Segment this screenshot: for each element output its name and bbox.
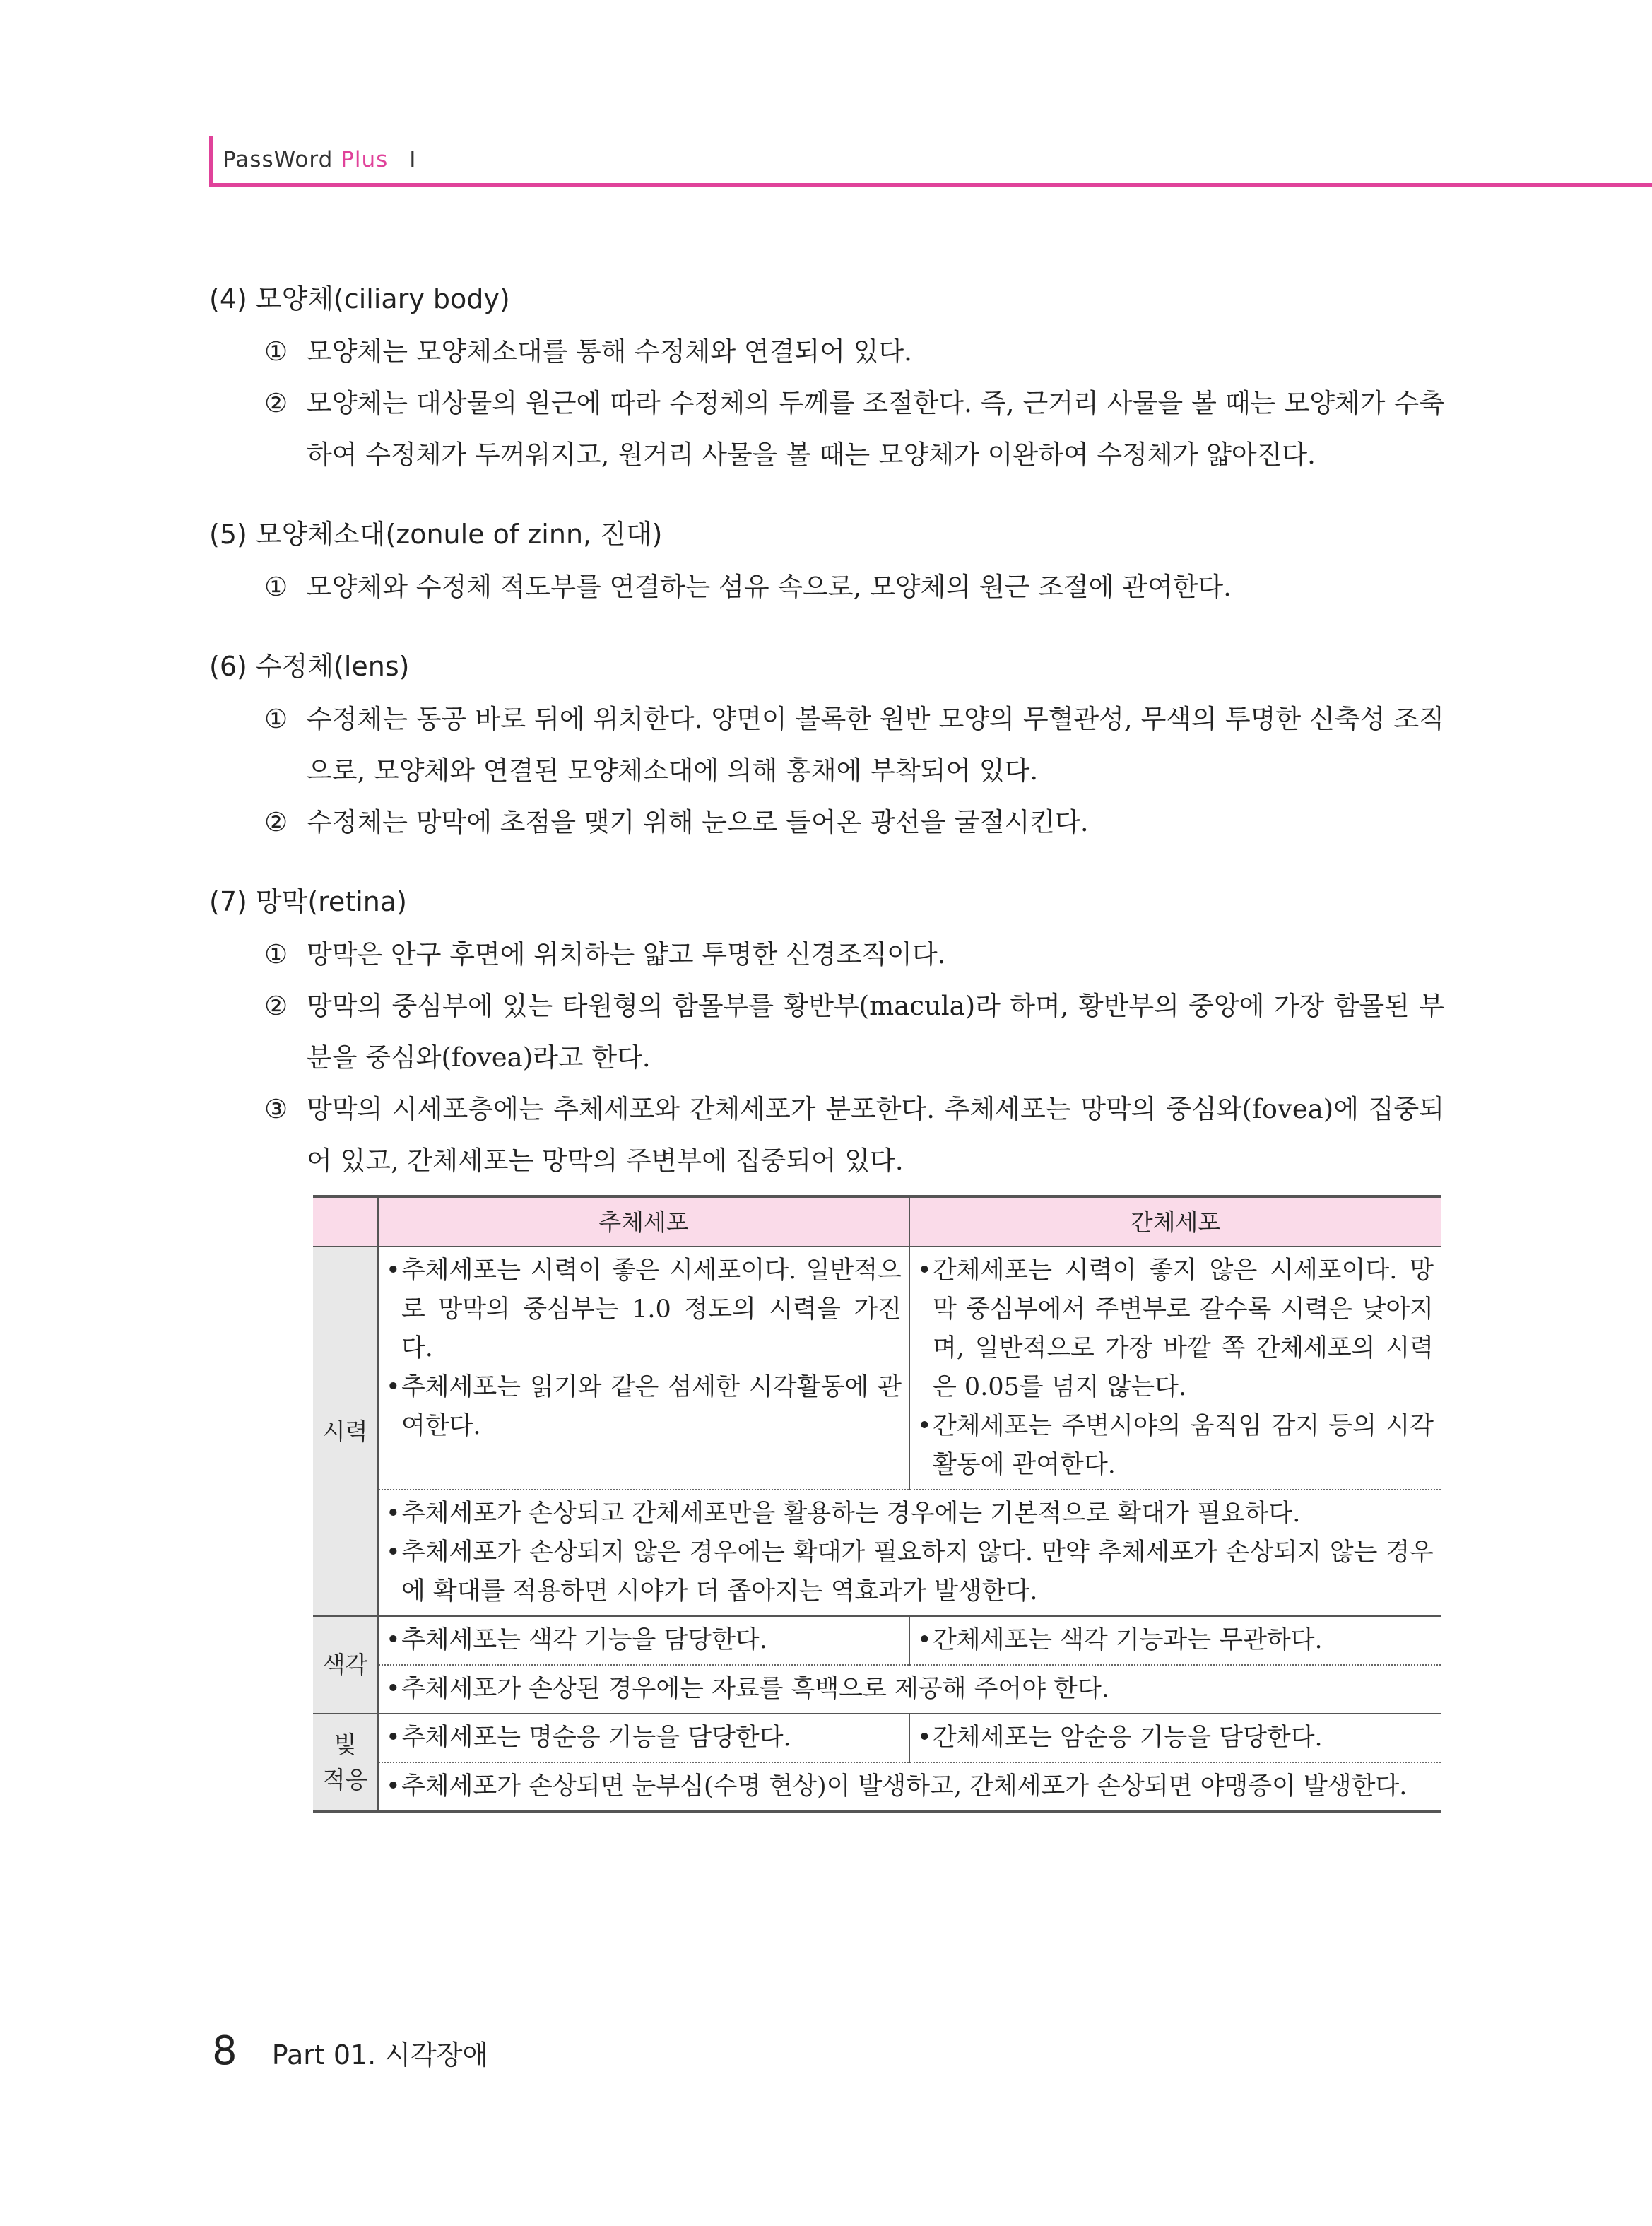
table-corner-cell xyxy=(313,1196,378,1247)
cone-rod-comparison-table xyxy=(313,1195,1441,1813)
list-item: ① 모양체와 수정체 적도부를 연결하는 섬유 속으로, 모양체의 원근 조절에 관여한다. xyxy=(264,572,1232,602)
table-row xyxy=(313,1247,1441,1490)
color-rod-cell: • 간체세포는 색각 기능과는 무관하다. xyxy=(909,1616,1441,1665)
row-header-light-adaptation: 빛 적응 xyxy=(313,1714,378,1812)
brand-password: PassWord xyxy=(223,147,334,172)
color-common-cell: • 추체세포가 손상된 경우에는 자료를 흑백으로 제공해 주어야 한다. xyxy=(378,1665,1441,1714)
table-row xyxy=(313,1762,1441,1812)
page-number: 8 xyxy=(212,2028,237,2074)
column-header-cone: 추체세포 xyxy=(378,1196,909,1247)
page-content xyxy=(209,279,1444,1847)
vision-rod-cell: • 간체세포는 시력이 좋지 않은 시세포이다. 망막 중심부에서 주변부로 갈수록 시력은 낮아지며, 일반적으로 가장 바깥 쪽 간체세포의 시력은 0.05를 넘지 않는다. • 간체세포는 주변시야의 움직임 감지 등의 시각 활동에 관여한다. xyxy=(909,1247,1441,1490)
table-row xyxy=(313,1490,1441,1616)
section-title: (4) 모양체(ciliary body) xyxy=(209,283,510,314)
page-footer xyxy=(212,2028,488,2074)
header-brand xyxy=(223,147,416,172)
light-cone-cell: • 추체세포는 명순응 기능을 담당한다. xyxy=(378,1714,909,1762)
section-ciliary-body xyxy=(209,279,1444,481)
row-header-vision: 시력 xyxy=(313,1247,378,1616)
list-item: ① 망막은 안구 후면에 위치하는 얇고 투명한 신경조직이다. xyxy=(264,939,946,970)
list-item: ① 수정체는 동공 바로 뒤에 위치한다. 양면이 볼록한 원반 모양의 무혈관성, 무색의 투명한 신축성 조직으로, 모양체와 연결된 모양체소대에 의해 홍채에 부착되어 있다. xyxy=(264,704,1444,786)
list-item: ① 모양체는 모양체소대를 통해 수정체와 연결되어 있다. xyxy=(264,336,912,367)
vision-common-cell: • 추체세포가 손상되고 간체세포만을 활용하는 경우에는 기본적으로 확대가 필요하다. • 추체세포가 손상되지 않은 경우에는 확대가 필요하지 않다. 만약 추체세포가 손상되지 않는 경우에 확대를 적용하면 시야가 더 좁아지는 역효과가 발생한다. xyxy=(378,1490,1441,1616)
section-title: (6) 수정체(lens) xyxy=(209,651,410,682)
light-rod-cell: • 간체세포는 암순응 기능을 담당한다. xyxy=(909,1714,1441,1762)
list-item: ② 수정체는 망막에 초점을 맺기 위해 눈으로 들어온 광선을 굴절시킨다. xyxy=(264,807,1089,837)
table-header-row xyxy=(313,1196,1441,1247)
section-title: (5) 모양체소대(zonule of zinn, 진대) xyxy=(209,519,663,550)
vision-cone-cell: • 추체세포는 시력이 좋은 시세포이다. 일반적으로 망막의 중심부는 1.0 정도의 시력을 가진다. • 추체세포는 읽기와 같은 섬세한 시각활동에 관여한다. xyxy=(378,1247,909,1490)
section-title: (7) 망막(retina) xyxy=(209,886,407,917)
brand-plus: Plus xyxy=(341,147,389,172)
section-retina xyxy=(209,882,1444,1813)
table-row xyxy=(313,1714,1441,1762)
section-zonule xyxy=(209,514,1444,613)
color-cone-cell: • 추체세포는 색각 기능을 담당한다. xyxy=(378,1616,909,1665)
part-title: Part 01. 시각장애 xyxy=(271,2039,489,2071)
running-header xyxy=(209,136,1652,187)
list-item: ② 모양체는 대상물의 원근에 따라 수정체의 두께를 조절한다. 즉, 근거리 사물을 볼 때는 모양체가 수축하여 수정체가 두꺼워지고, 원거리 사물을 볼 때는 모양체가 이완하여 수정체가 얇아진다. xyxy=(264,388,1444,470)
list-item: ② 망막의 중심부에 있는 타원형의 함몰부를 황반부(macula)라 하며, 황반부의 중앙에 가장 함몰된 부분을 중심와(fovea)라고 한다. xyxy=(264,991,1444,1073)
table-row xyxy=(313,1665,1441,1714)
section-lens xyxy=(209,647,1444,848)
table-row xyxy=(313,1616,1441,1665)
column-header-rod: 간체세포 xyxy=(909,1196,1441,1247)
light-common-cell: • 추체세포가 손상되면 눈부심(수명 현상)이 발생하고, 간체세포가 손상되면 야맹증이 발생한다. xyxy=(378,1762,1441,1812)
row-header-color: 색각 xyxy=(313,1616,378,1714)
header-separator: I xyxy=(409,147,417,172)
list-item: ③ 망막의 시세포층에는 추체세포와 간체세포가 분포한다. 추체세포는 망막의 중심와(fovea)에 집중되어 있고, 간체세포는 망막의 주변부에 집중되어 있다. xyxy=(264,1094,1444,1176)
